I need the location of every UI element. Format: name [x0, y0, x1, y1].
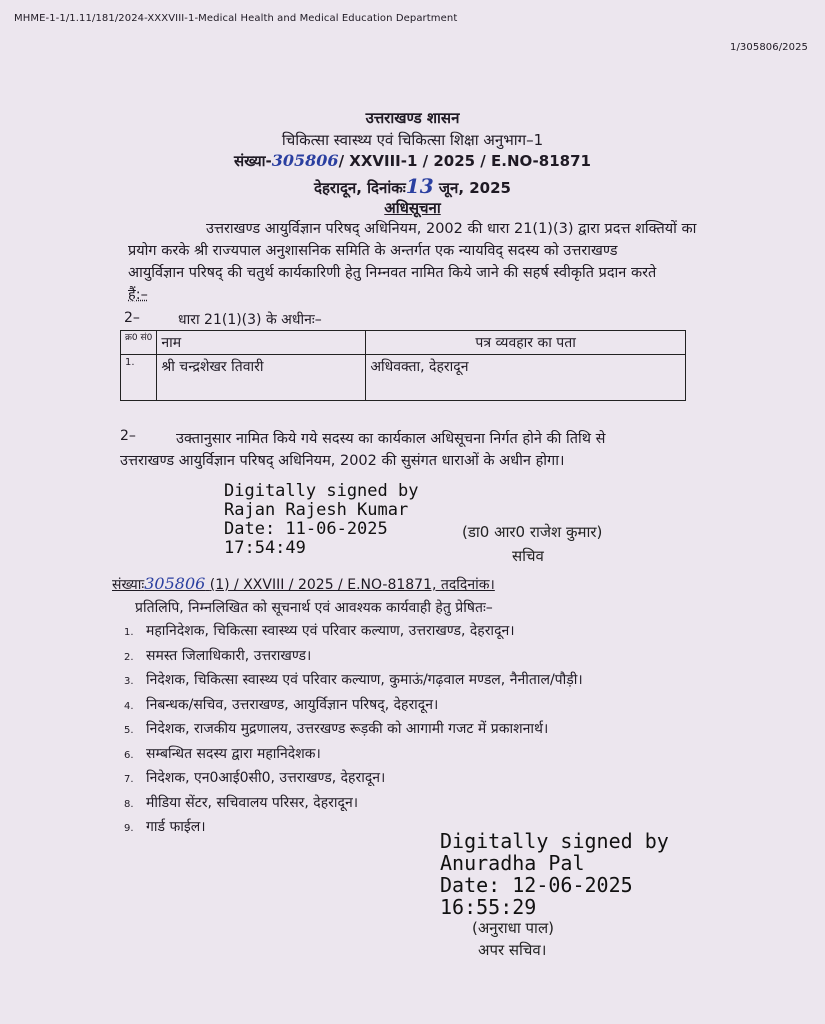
signatory-1-name: (डा0 आर0 राजेश कुमार) [462, 523, 603, 541]
list-item: 2. समस्त जिलाधिकारी, उत्तराखण्ड। [124, 647, 312, 664]
notification-paragraph: उत्तराखण्ड आयुर्विज्ञान परिषद् अधिनियम, 2002 की धारा 21(1)(3) द्वारा प्रदत्त शक्तियों का प्रयोग करके श्री राज्यपाल अनुशासनिक समिति के अन्तर्गत एक न्यायविद् सदस्य को उत्तराखण्ड आयुर्विज्ञान परिषद् की चतुर्थ कार्यकारिणी हेतु निम्नवत नामित किये जाने की सहर्ष स्वीकृति प्रदान करते हैं:– [128, 221, 697, 303]
list-item: 4. निबन्धक/सचिव, उत्तराखण्ड, आयुर्विज्ञान परिषद्, देहरादून। [124, 696, 439, 713]
section-2-label: 2– [124, 310, 140, 326]
order-number-handwritten: 305806 [271, 151, 339, 170]
table-header-name: नाम [157, 331, 366, 355]
table-header-address: पत्र व्यवहार का पता [366, 331, 686, 355]
table-cell-address: अधिवक्ता, देहरादून [366, 355, 686, 401]
table-row [121, 355, 686, 401]
table-cell-serial: 1. [121, 355, 157, 401]
order-date-handwritten: 13 [405, 174, 434, 198]
digital-signature-1: Digitally signed by Rajan Rajesh Kumar Date: 11-06-2025 17:54:49 [224, 481, 419, 558]
document-reference: 1/305806/2025 [730, 42, 809, 53]
signatory-2-name: (अनुराधा पाल) [472, 919, 554, 937]
copy-number-handwritten: 305806 [144, 574, 206, 593]
list-item: 6. सम्बन्धित सदस्य द्वारा महानिदेशक। [124, 745, 321, 762]
copy-recipient-list [124, 620, 583, 841]
list-item: 1. महानिदेशक, चिकित्सा स्वास्थ्य एवं परिवार कल्याण, उत्तराखण्ड, देहरादून। [124, 623, 515, 639]
table-cell-name: श्री चन्द्रशेखर तिवारी [157, 355, 366, 401]
section-2-text: धारा 21(1)(3) के अधीनः– [178, 312, 322, 328]
table-header-serial: क्र0 सं0 [121, 331, 157, 355]
signatory-1-designation: सचिव [512, 547, 544, 565]
copy-number: संख्याः305806 (1) / XXVIII / 2025 / E.NO-81871, तददिनांक। [112, 574, 495, 593]
list-item: 9. गार्ड फाईल। [124, 819, 206, 835]
nominee-table [120, 330, 686, 401]
section-title: चिकित्सा स्वास्थ्य एवं चिकित्सा शिक्षा अनुभाग–1 [281, 131, 544, 149]
file-reference: MHME-1-1/1.11/181/2024-XXXVIII-1-Medical Health and Medical Education Department [14, 13, 458, 24]
list-item: 3. निदेशक, चिकित्सा स्वास्थ्य एवं परिवार कल्याण, कुमाऊं/गढ़वाल मण्डल, नैनीताल/पौड़ी। [124, 672, 583, 688]
order-date: देहरादून, दिनांकः13 जून, 2025 [314, 174, 511, 198]
digital-signature-2: Digitally signed by Anuradha Pal Date: 12-06-2025 16:55:29 [440, 829, 669, 919]
signatory-2-designation: अपर सचिव। [478, 941, 547, 959]
copy-intro: प्रतिलिपि, निम्नलिखित को सूचनार्थ एवं आवश्यक कार्यवाही हेतु प्रेषितः– [135, 600, 493, 616]
list-item: 5. निदेशक, राजकीय मुद्रणालय, उत्तरखण्ड रूड़की को आगामी गजट में प्रकाशनार्थ। [124, 721, 549, 737]
order-number: संख्या-305806/ XXVIII-1 / 2025 / E.NO-81871 [234, 151, 591, 170]
paragraph-2-label: 2– [120, 428, 136, 444]
paragraph-2: उक्तानुसार नामित किये गये सदस्य का कार्यकाल अधिसूचना निर्गत होने की तिथि से उत्तराखण्ड आयुर्विज्ञान परिषद् अधिनियम, 2002 की सुसंगत धाराओं के अधीन होगा। [120, 431, 606, 469]
government-title: उत्तराखण्ड शासन [365, 109, 460, 127]
notification-title: अधिसूचना [384, 199, 441, 217]
list-item: 7. निदेशक, एन0आई0सी0, उत्तराखण्ड, देहरादून। [124, 770, 386, 786]
table-header-row [121, 331, 686, 355]
list-item: 8. मीडिया सेंटर, सचिवालय परिसर, देहरादून। [124, 794, 359, 811]
